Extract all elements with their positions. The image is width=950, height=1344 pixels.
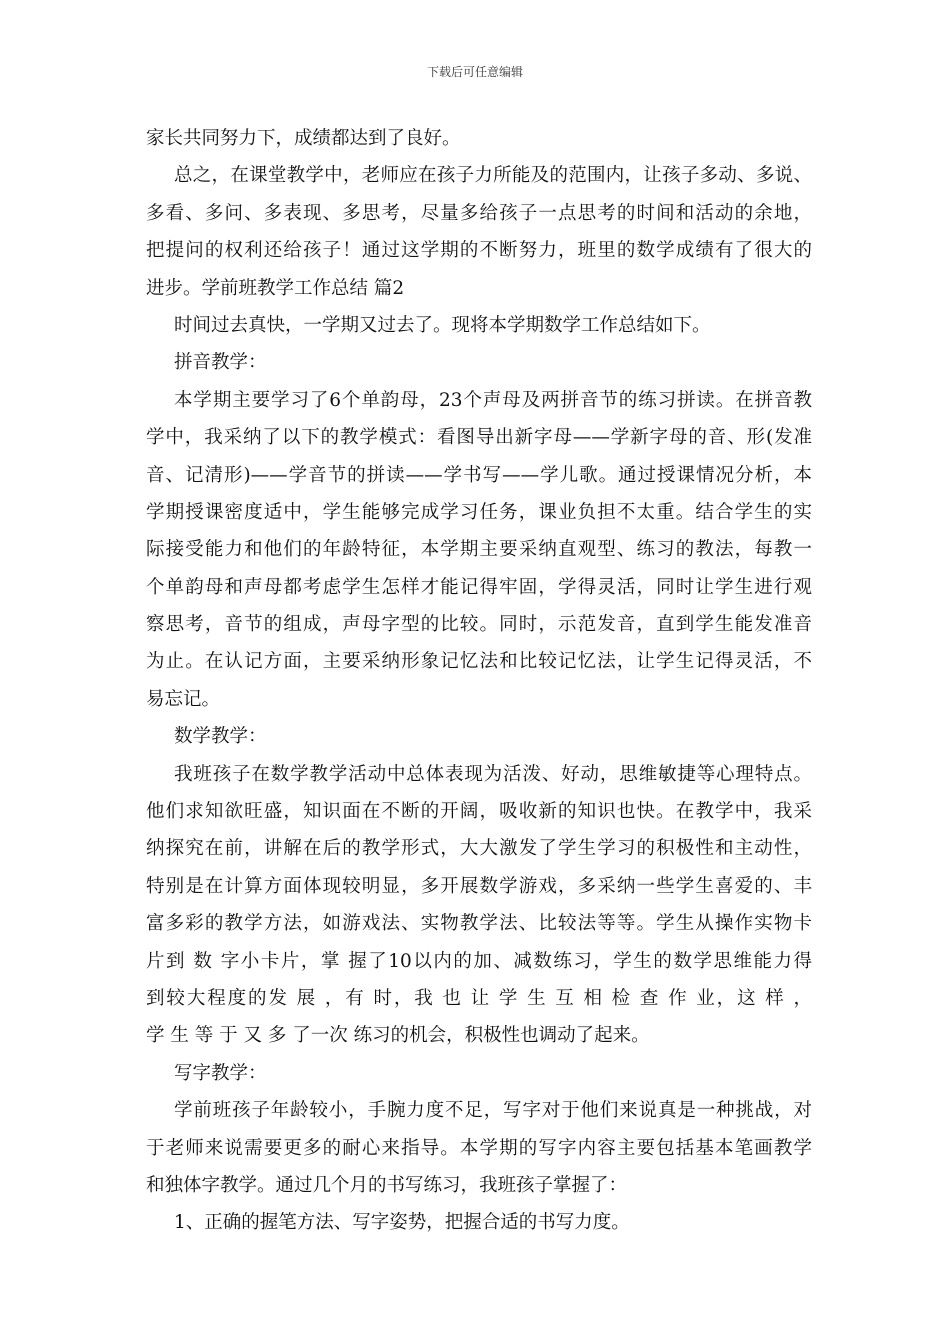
text-line: 个单韵母和声母都考虑学生怎样才能记得牢固，学得灵活，同时让学生进行观 [146,576,812,598]
text-line: 为止。在认记方面，主要采纳形象记忆法和比较记忆法，让学生记得灵活，不 [146,651,812,673]
text-line: 时间过去真快，一学期又过去了。现将本学期数学工作总结如下。 [174,314,711,336]
text-line: 他们求知欲旺盛，知识面在不断的开阔，吸收新的知识也快。在教学中，我采 [146,801,812,823]
page-header-note: 下载后可任意编辑 [426,65,523,79]
text-line: 总之，在课堂教学中，老师应在孩子力所能及的范围内，让孩子多动、多说、 [174,165,812,187]
text-line: 易忘记。 [146,688,221,710]
text-line: 富多彩的教学方法，如游戏法、实物教学法、比较法等等。学生从操作实物卡 [146,913,812,935]
text-line: 学 生 等 于 又 多 了一次 练习的机会，积极性也调动了起来。 [146,1025,650,1047]
text-line: 学期授课密度适中，学生能够完成学习任务，课业负担不太重。结合学生的实 [146,501,812,523]
text-line: 特别是在计算方面体现较明显，多开展数学游戏，多采纳一些学生喜爱的、丰 [146,875,812,897]
text-line: 纳探究在前，讲解在后的教学形式，大大激发了学生学习的积极性和主动性， [146,838,812,860]
text-line: 本学期主要学习了6个单韵母，23个声母及两拼音节的练习拼读。在拼音教 [174,389,812,411]
text-line: 多看、多问、多表现、多思考，尽量多给孩子一点思考的时间和活动的余地， [146,202,812,224]
text-line: 把提问的权利还给孩子！通过这学期的不断努力，班里的数学成绩有了很大的 [146,240,812,262]
text-line: 音、记清形)——学音节的拼读——学书写——学儿歌。通过授课情况分析，本 [146,464,812,486]
text-line: 学前班孩子年龄较小，手腕力度不足，写字对于他们来说真是一种挑战，对 [174,1100,812,1122]
text-line: 家长共同努力下，成绩都达到了良好。 [146,128,461,149]
text-line: 学中，我采纳了以下的教学模式：看图导出新字母——学新字母的音、形(发准 [146,427,812,449]
text-line: 于老师来说需要更多的耐心来指导。本学期的写字内容主要包括基本笔画教学 [146,1137,812,1159]
text-line: 拼音教学： [174,352,267,374]
text-line: 数学教学： [174,726,267,748]
text-line: 我班孩子在数学教学活动中总体表现为活泼、好动，思维敏捷等心理特点。 [174,763,812,785]
text-line: 进步。学前班教学工作总结 篇2 [146,277,405,299]
text-line: 片到 数 字小卡片，掌 握了10以内的加、减数练习，学生的数学思维能力得 [146,950,812,972]
text-line: 写字教学： [174,1062,267,1084]
document-body [146,120,812,1242]
text-line: 察思考，音节的组成，声母字型的比较。同时，示范发音，直到学生能发准音 [146,614,812,636]
text-line: 和独体字教学。通过几个月的书写练习，我班孩子掌握了： [146,1174,628,1196]
text-line: 际接受能力和他们的年龄特征，本学期主要采纳直观型、练习的教法，每教一 [146,539,812,561]
text-line: 到较大程度的发 展 ，有 时，我 也 让 学 生 互 相 检 查 作 业，这 样 ， [146,987,812,1009]
text-line: 1、正确的握笔方法、写字姿势，把握合适的书写力度。 [174,1212,630,1234]
